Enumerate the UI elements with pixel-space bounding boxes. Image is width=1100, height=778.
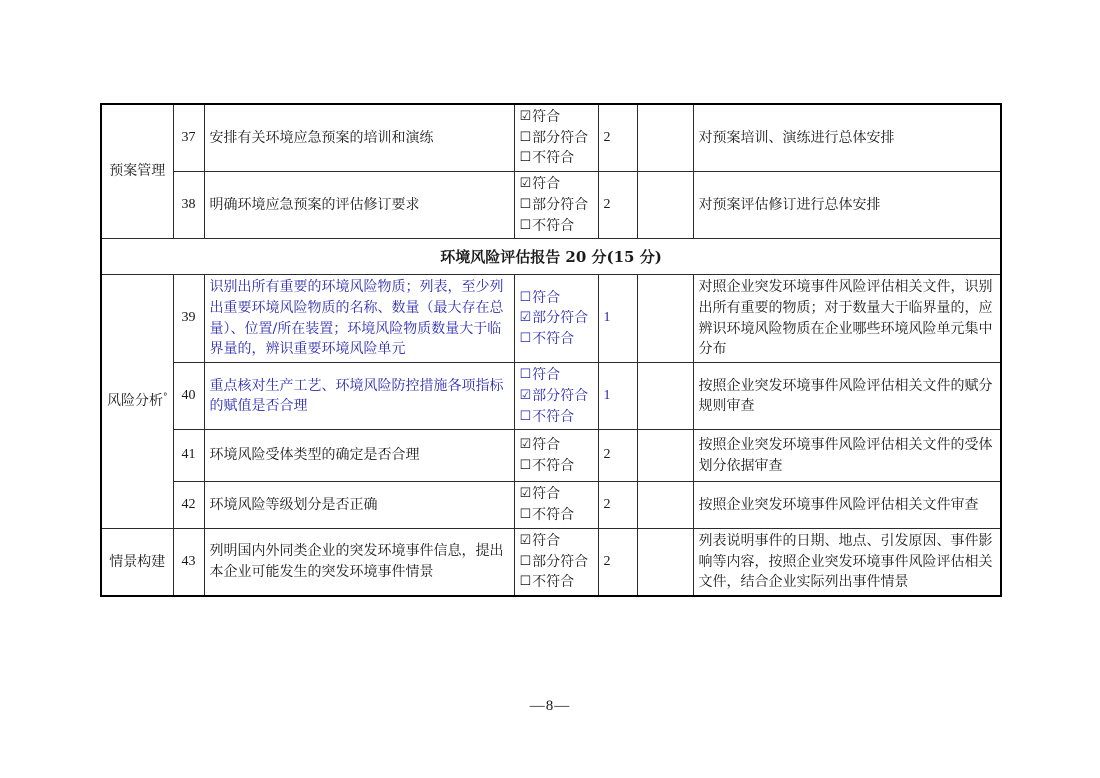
checkbox-option (520, 407, 593, 428)
category-cell-scenario-building (101, 528, 173, 596)
checkbox-label: 部分符合 (532, 553, 589, 570)
blank-cell (637, 104, 693, 172)
checkbox-label: 不符合 (532, 408, 575, 425)
checked-checkbox-icon: ☑ (519, 486, 532, 502)
checkbox-cell (514, 275, 598, 363)
table-row-39 (101, 275, 1001, 363)
unchecked-checkbox-icon: ☐ (519, 150, 532, 166)
checkbox-cell (514, 104, 598, 172)
checkbox-label: 不符合 (532, 457, 575, 474)
unchecked-checkbox-icon: ☐ (519, 129, 532, 145)
checked-checkbox-icon: ☑ (519, 109, 532, 124)
checkbox-cell (514, 528, 598, 596)
item-number-cell: 38 (173, 172, 204, 239)
checkbox-label: 部分符合 (532, 310, 589, 327)
checkbox-option (520, 552, 593, 573)
item-text-cell: 环境风险等级划分是否正确 (204, 482, 514, 528)
category-label: 情景构建 (109, 553, 166, 570)
item-text-cell: 环境风险受体类型的确定是否合理 (204, 430, 514, 482)
checked-checkbox-icon: ☑ (519, 176, 532, 192)
item-text-cell: 识别出所有重要的环境风险物质；列表，至少列出重要环境风险物质的名称、数量（最大存在总量）、位置/所在装置；环境风险物质数量大于临界量的，辨识重要环境风险单元 (204, 275, 514, 363)
item-text-cell: 安排有关环境应急预案的培训和演练 (204, 104, 514, 172)
checkbox-label: 符合 (532, 532, 561, 549)
unchecked-checkbox-icon: ☐ (519, 217, 532, 233)
blank-cell (637, 172, 693, 239)
checkbox-label: 部分符合 (532, 196, 589, 213)
checkbox-option (520, 148, 593, 169)
checkbox-option (520, 174, 593, 195)
checked-checkbox-icon: ☑ (519, 310, 532, 326)
remark-cell: 按照企业突发环境事件风险评估相关文件的赋分规则审查 (693, 363, 1001, 430)
checkbox-option (520, 308, 593, 329)
category-cell-plan-management (101, 104, 173, 239)
category-cell-risk-analysis (101, 275, 173, 528)
item-number-cell: 40 (173, 363, 204, 430)
checkbox-label: 部分符合 (532, 387, 589, 404)
checkbox-option (520, 505, 593, 526)
checkbox-option (520, 107, 593, 128)
remark-cell: 按照企业突发环境事件风险评估相关文件审查 (693, 482, 1001, 528)
checkbox-option (520, 531, 593, 552)
remark-cell: 对预案培训、演练进行总体安排 (693, 104, 1001, 172)
checkbox-option (520, 435, 593, 456)
unchecked-checkbox-icon: ☐ (519, 507, 532, 523)
page-number: —8— (529, 698, 571, 714)
score-cell: 2 (598, 430, 637, 482)
remark-cell: 列表说明事件的日期、地点、引发原因、事件影响等内容，按照企业突发环境事件风险评估相关文件，结合企业实际列出事件情景 (693, 528, 1001, 596)
assessment-table (100, 103, 1002, 597)
checkbox-option (520, 365, 593, 386)
checkbox-option (520, 329, 593, 350)
item-number-cell: 37 (173, 104, 204, 172)
blank-cell (637, 430, 693, 482)
checked-checkbox-icon: ☑ (519, 437, 532, 453)
checkbox-cell (514, 482, 598, 528)
checkbox-label: 不符合 (532, 507, 575, 524)
checkbox-label: 不符合 (532, 331, 575, 348)
checkbox-label: 不符合 (532, 217, 575, 234)
checkbox-option (520, 195, 593, 216)
checked-checkbox-icon: ☑ (519, 387, 532, 403)
remark-cell: 对预案评估修订进行总体安排 (693, 172, 1001, 239)
section-header: 环境风险评估报告 20 分(15 分) (101, 239, 1001, 275)
checkbox-cell (514, 363, 598, 430)
unchecked-checkbox-icon: ☐ (519, 367, 532, 383)
item-number-cell: 42 (173, 482, 204, 528)
blank-cell (637, 528, 693, 596)
unchecked-checkbox-icon: ☐ (519, 331, 532, 347)
table-row-37 (101, 104, 1001, 172)
checkbox-label: 符合 (532, 437, 561, 454)
score-cell: 2 (598, 172, 637, 239)
checkbox-label: 不符合 (532, 150, 575, 167)
footnote-mark: ° (163, 392, 168, 403)
blank-cell (637, 363, 693, 430)
checkbox-option (520, 456, 593, 477)
score-cell: 2 (598, 482, 637, 528)
table-row-41 (101, 430, 1001, 482)
checkbox-label: 符合 (532, 289, 561, 306)
unchecked-checkbox-icon: ☐ (519, 196, 532, 212)
checkbox-label: 符合 (532, 176, 561, 193)
score-cell: 2 (598, 528, 637, 596)
unchecked-checkbox-icon: ☐ (519, 289, 532, 305)
checkbox-label: 部分符合 (532, 129, 589, 146)
checkbox-label: 符合 (532, 109, 561, 125)
remark-cell: 对照企业突发环境事件风险评估相关文件，识别出所有重要的物质；对于数量大于临界量的，应辨识环境风险物质在企业哪些环境风险单元集中分布 (693, 275, 1001, 363)
unchecked-checkbox-icon: ☐ (519, 553, 532, 569)
item-number-cell: 41 (173, 430, 204, 482)
checkbox-cell (514, 430, 598, 482)
score-cell: 2 (598, 104, 637, 172)
unchecked-checkbox-icon: ☐ (519, 574, 532, 590)
table-row-42 (101, 482, 1001, 528)
item-text-cell: 重点核对生产工艺、环境风险防控措施各项指标的赋值是否合理 (204, 363, 514, 430)
checkbox-label: 不符合 (532, 574, 575, 591)
checkbox-option (520, 386, 593, 407)
category-label: 预案管理 (109, 163, 166, 180)
checkbox-label: 符合 (532, 367, 561, 384)
blank-cell (637, 482, 693, 528)
remark-cell: 按照企业突发环境事件风险评估相关文件的受体划分依据审查 (693, 430, 1001, 482)
score-cell: 1 (598, 363, 637, 430)
table-row-43 (101, 528, 1001, 596)
unchecked-checkbox-icon: ☐ (519, 457, 532, 473)
item-text-cell: 明确环境应急预案的评估修订要求 (204, 172, 514, 239)
checkbox-option (520, 572, 593, 593)
item-text-cell: 列明国内外同类企业的突发环境事件信息，提出本企业可能发生的突发环境事件情景 (204, 528, 514, 596)
unchecked-checkbox-icon: ☐ (519, 408, 532, 424)
checked-checkbox-icon: ☑ (519, 532, 532, 548)
table-row-38 (101, 172, 1001, 239)
section-header-row (101, 239, 1001, 275)
checkbox-option (520, 128, 593, 149)
item-number-cell: 43 (173, 528, 204, 596)
item-number-cell: 39 (173, 275, 204, 363)
score-cell: 1 (598, 275, 637, 363)
checkbox-cell (514, 172, 598, 239)
checkbox-option (520, 288, 593, 309)
blank-cell (637, 275, 693, 363)
category-label: 风险分析 (107, 393, 163, 410)
checkbox-label: 符合 (532, 486, 561, 503)
checkbox-option (520, 216, 593, 237)
table-row-40 (101, 363, 1001, 430)
checkbox-option (520, 484, 593, 505)
